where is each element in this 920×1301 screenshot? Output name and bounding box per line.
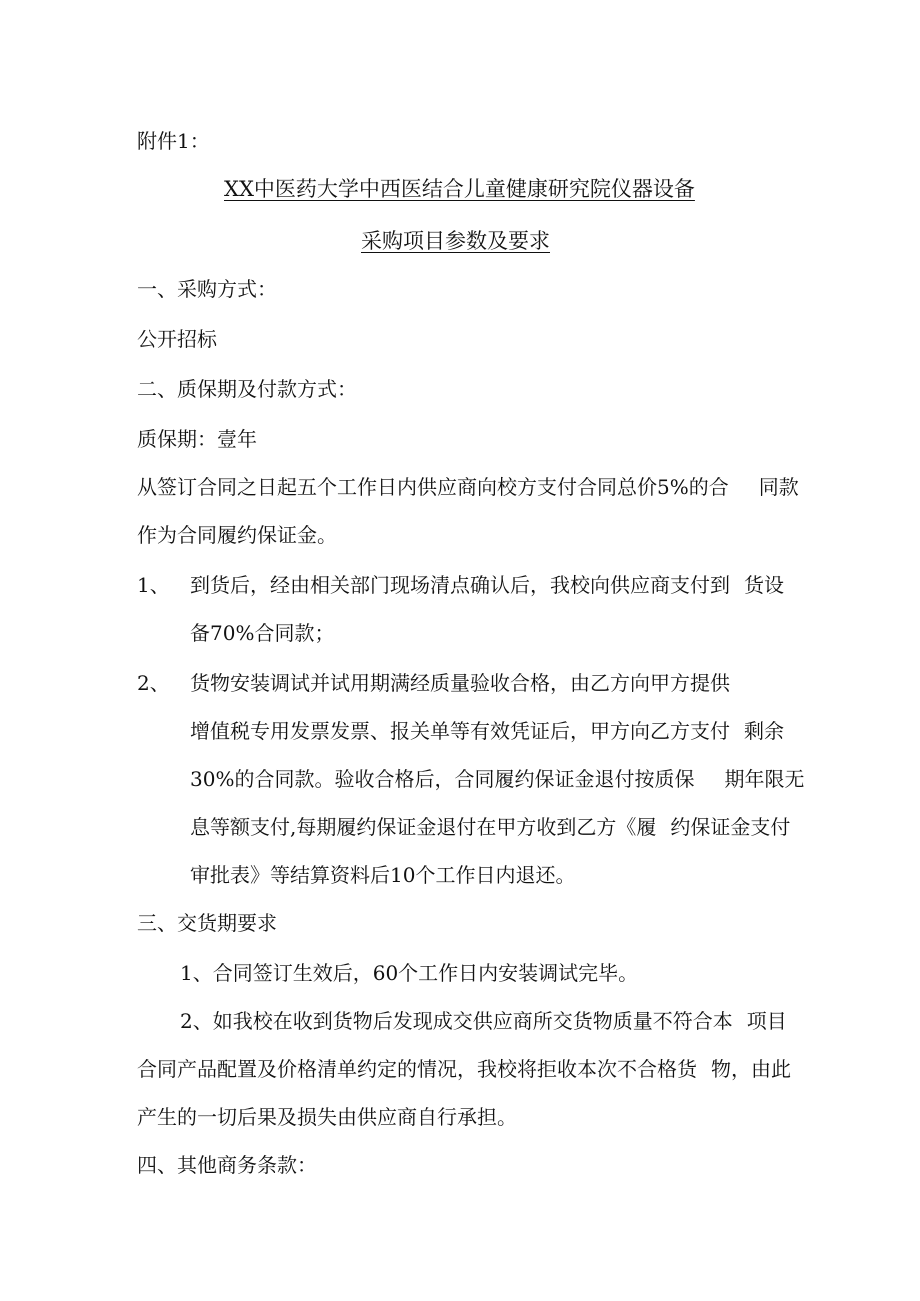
payment-item2-line1: 货物安装调试并试用期满经质量验收合格，由乙方向甲方提供 <box>190 671 730 695</box>
deposit-text-line1-part2: 同款 <box>758 475 799 499</box>
payment-item2-number: 2、 <box>137 671 170 695</box>
payment-item1-line2: 备70%合同款； <box>190 621 335 645</box>
delivery-item2-line1 <box>180 1008 787 1034</box>
payment-item1-line1-part2: 货设 <box>744 573 784 597</box>
document-title-line1: XX中医药大学中西医结合儿童健康研究院仪器设备 <box>224 177 695 201</box>
payment-item2-line3-part2: 期年限无 <box>724 767 805 791</box>
delivery-item2-line1-part1: 2、如我校在收到货物后发现成交供应商所交货物质量不符合本 <box>180 1009 733 1033</box>
payment-item2-line2-part1: 增值税专用发票发票、报关单等有效凭证后，甲方向乙方支付 <box>190 719 730 743</box>
section1-heading: 一、采购方式： <box>137 277 277 301</box>
delivery-item2-line3: 产生的一切后果及损失由供应商自行承担。 <box>137 1105 517 1129</box>
payment-item1-line1 <box>190 572 784 598</box>
payment-item2-line2 <box>190 718 784 744</box>
delivery-item2-line1-part2: 项目 <box>746 1009 787 1033</box>
delivery-item2-line2-part1: 合同产品配置及价格清单约定的情况，我校将拒收本次不合格货 <box>137 1057 697 1081</box>
payment-item2-line4 <box>190 814 790 840</box>
section2-heading: 二、质保期及付款方式： <box>137 377 357 401</box>
deposit-text-line2: 作为合同履约保证金。 <box>137 523 337 547</box>
delivery-item2-line2-part2: 物，由此 <box>711 1057 791 1081</box>
deposit-text-line1-part1: 从签订合同之日起五个工作日内供应商向校方支付合同总价5%的合 <box>137 475 729 499</box>
payment-item2-line4-part1: 息等额支付,每期履约保证金退付在甲方收到乙方《履 <box>190 815 657 839</box>
deposit-text-line1 <box>137 474 799 500</box>
document-title-line2: 采购项目参数及要求 <box>361 229 550 253</box>
payment-item2-line2-part2: 剩余 <box>744 719 784 743</box>
payment-item2-line5: 审批表》等结算资料后10个工作日内退还。 <box>190 863 576 887</box>
payment-item2-line3 <box>190 766 804 792</box>
section3-heading: 三、交货期要求 <box>137 911 277 935</box>
delivery-item2-line2 <box>137 1056 791 1082</box>
payment-item1-number: 1、 <box>137 573 170 597</box>
payment-item2-line4-part2: 约保证金支付 <box>670 815 791 839</box>
procurement-method: 公开招标 <box>137 327 217 351</box>
section4-heading: 四、其他商务条款： <box>137 1153 317 1177</box>
attachment-label: 附件1： <box>137 129 210 153</box>
payment-item2-line3-part1: 30%的合同款。验收合格后，合同履约保证金退付按质保 <box>190 767 695 791</box>
delivery-item1: 1、合同签订生效后，60个工作日内安装调试完毕。 <box>180 961 639 985</box>
payment-item1-line1-part1: 到货后，经由相关部门现场清点确认后，我校向供应商支付到 <box>190 573 730 597</box>
warranty-period: 质保期：壹年 <box>137 427 257 451</box>
